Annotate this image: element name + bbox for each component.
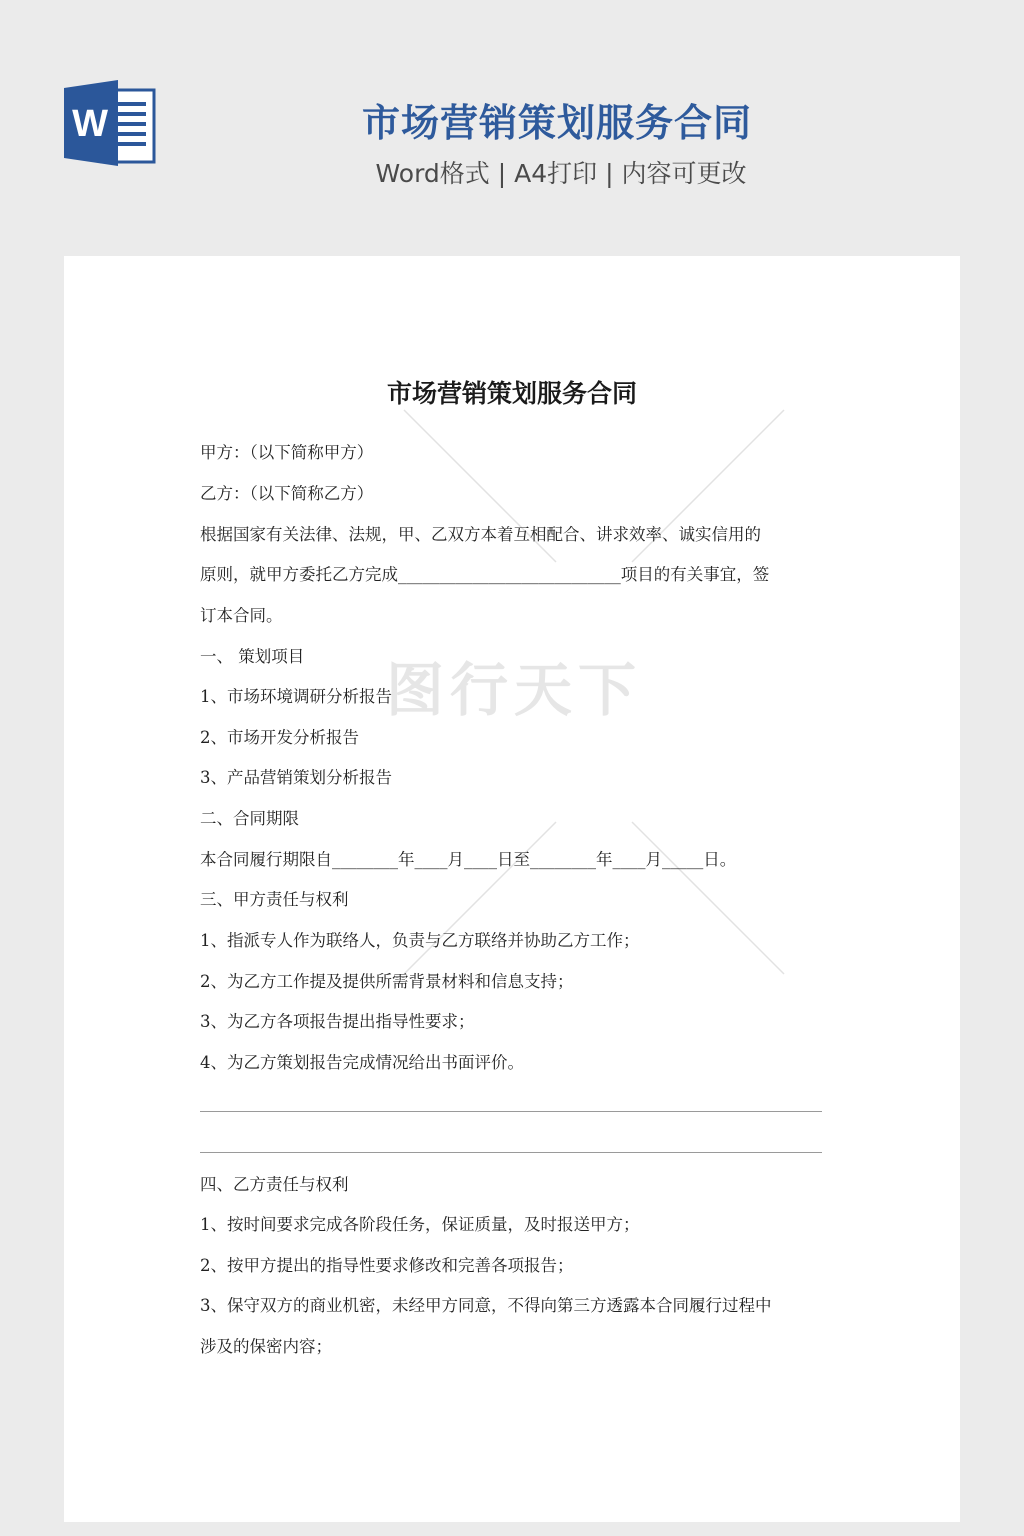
party-a-line: 甲方：（以下简称甲方） [200,443,374,462]
list-item: 2、为乙方工作提及提供所需背景材料和信息支持； [200,972,574,991]
blank-fill-line [200,1111,822,1112]
page-subtitle: Word格式 | A4打印 | 内容可更改 [375,159,747,188]
document-title: 市场营销策划服务合同 [386,379,637,408]
list-item: 3、为乙方各项报告提出指导性要求； [200,1012,475,1031]
header-banner [0,0,1024,250]
section-heading-4: 四、乙方责任与权利 [200,1175,349,1194]
list-item: 3、保守双方的商业机密，未经甲方同意，不得向第三方透露本合同履行过程中 [200,1296,772,1315]
list-item: 1、市场环境调研分析报告 [200,687,392,706]
term-line: 本合同履行期限自________年____月____日至________年____月_____日。 [200,850,737,869]
preamble-line-3: 订本合同。 [200,606,283,625]
section-heading-3: 三、甲方责任与权利 [200,890,349,909]
party-b-line: 乙方：（以下简称乙方） [200,484,374,503]
list-item: 3、产品营销策划分析报告 [200,768,392,787]
list-item: 2、市场开发分析报告 [200,728,359,747]
list-item-continuation: 涉及的保密内容； [200,1337,332,1356]
list-item: 1、按时间要求完成各阶段任务，保证质量，及时报送甲方； [200,1215,640,1234]
watermark-text: 图行天下 [385,656,643,724]
logo-letter: W [72,103,108,145]
section-heading-2: 二、合同期限 [200,809,299,828]
preamble-line-1: 根据国家有关法律、法规，甲、乙双方本着互相配合、讲求效率、诚实信用的 [200,525,761,544]
watermark [64,256,960,1522]
blank-fill-line [200,1152,822,1153]
list-item: 1、指派专人作为联络人，负责与乙方联络并协助乙方工作； [200,931,640,950]
list-item: 2、按甲方提出的指导性要求修改和完善各项报告； [200,1256,574,1275]
section-heading-1: 一、 策划项目 [200,647,305,666]
preamble-line-2: 原则，就甲方委托乙方完成___________________________项目的有关事宜，签 [200,565,770,584]
document-page [64,256,960,1522]
list-item: 4、为乙方策划报告完成情况给出书面评价。 [200,1053,524,1072]
page-title: 市场营销策划服务合同 [361,101,752,145]
